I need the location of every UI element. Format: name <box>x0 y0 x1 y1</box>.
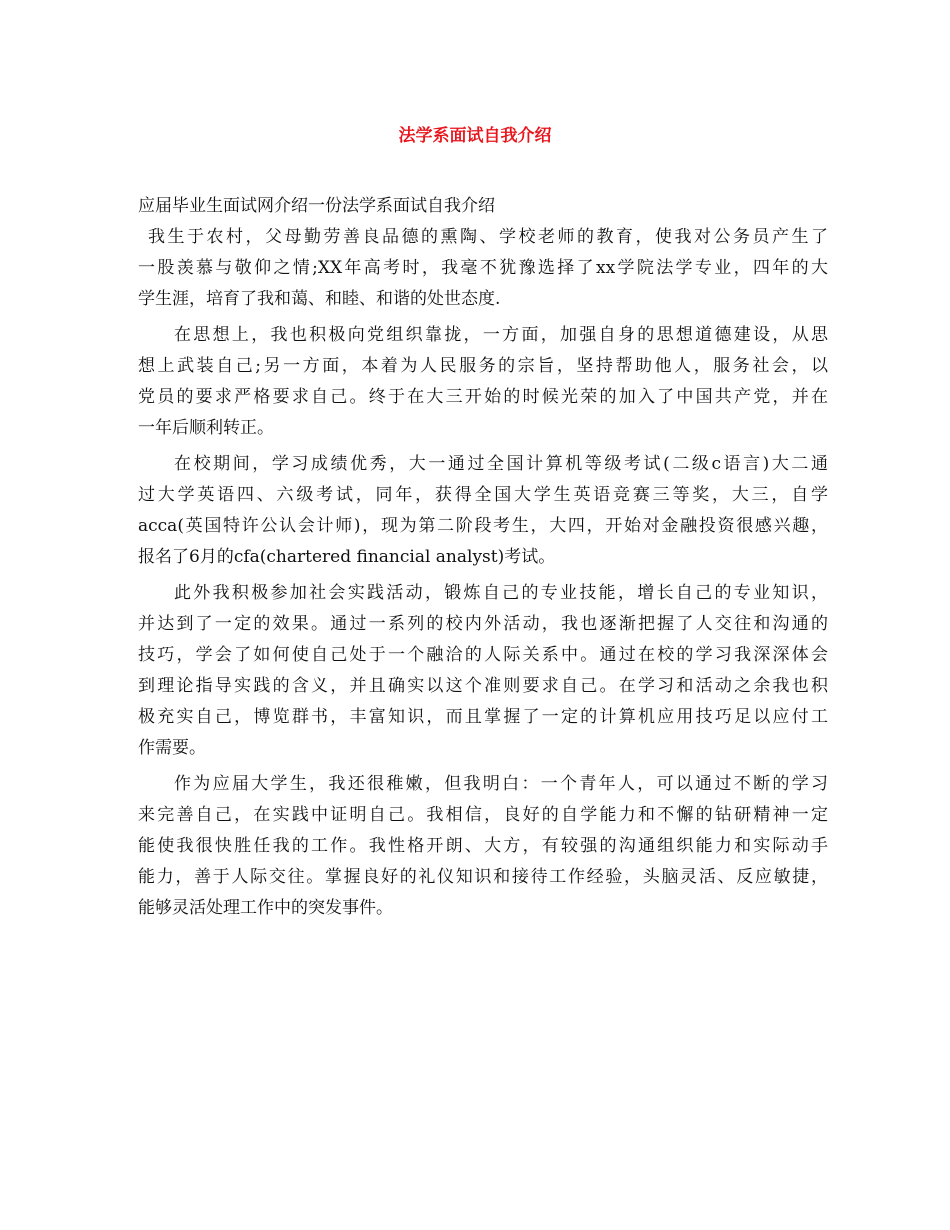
text-line: 应届毕业生面试网介绍一份法学系面试自我介绍 <box>138 196 495 216</box>
text-line: 在校期间，学习成绩优秀，大一通过全国计算机等级考试(二级c语言)大二通 <box>174 454 828 474</box>
text-line: 过大学英语四、六级考试，同年，获得全国大学生英语竞赛三等奖，大三，自学 <box>138 485 828 505</box>
text-line: 并达到了一定的效果。通过一系列的校内外活动，我也逐渐把握了人交往和沟通的 <box>138 614 828 634</box>
text-line: 极充实自己，博览群书，丰富知识，而且掌握了一定的计算机应用技巧足以应付工 <box>138 707 828 727</box>
text-line: 能够灵活处理工作中的突发事件。 <box>138 898 393 918</box>
text-line: acca(英国特许公认会计师)，现为第二阶段考生，大四，开始对金融投资很感兴趣， <box>138 516 828 536</box>
text-line: 作需要。 <box>138 738 206 758</box>
paragraph-practice <box>138 578 828 764</box>
text-line: 能力，善于人际交往。掌握良好的礼仪知识和接待工作经验，头脑灵活、反应敏捷， <box>138 867 828 887</box>
text-line: 作为应届大学生，我还很稚嫩，但我明白：一个青年人，可以通过不断的学习 <box>174 774 828 794</box>
text-line: 能使我很快胜任我的工作。我性格开朗、大方，有较强的沟通组织能力和实际动手 <box>138 836 828 856</box>
paragraph-ideology <box>138 320 828 444</box>
text-line: 此外我积极参加社会实践活动，锻炼自己的专业技能，增长自己的专业知识， <box>174 583 828 603</box>
text-line: 一年后顺利转正。 <box>138 418 274 438</box>
text-line: 技巧，学会了如何使自己处于一个融洽的人际关系中。通过在校的学习我深深体会 <box>138 645 828 665</box>
document-body <box>138 191 828 924</box>
text-line: 到理论指导实践的含义，并且确实以这个准则要求自己。在学习和活动之余我也积 <box>138 676 828 696</box>
text-line: 想上武装自己;另一方面，本着为人民服务的宗旨，坚持帮助他人，服务社会，以 <box>138 356 828 376</box>
text-line: 我生于农村，父母勤劳善良品德的熏陶、学校老师的教育，使我对公务员产生了 <box>148 227 828 247</box>
text-line: 来完善自己，在实践中证明自己。我相信，良好的自学能力和不懈的钻研精神一定 <box>138 805 828 825</box>
paragraph-study <box>138 449 828 573</box>
text-line: 党员的要求严格要求自己。终于在大三开始的时候光荣的加入了中国共产党，并在 <box>138 387 828 407</box>
paragraph-origin <box>138 222 828 315</box>
text-line: 报名了6月的cfa(chartered financial analyst)考试。 <box>138 547 556 567</box>
intro-paragraph <box>138 191 828 222</box>
paragraph-self-assessment <box>138 769 828 924</box>
text-line: 学生涯，培育了我和蔼、和睦、和谐的处世态度. <box>138 289 501 309</box>
text-line: 一股羡慕与敬仰之情;XX年高考时，我毫不犹豫选择了xx学院法学专业，四年的大 <box>138 258 828 278</box>
text-line: 在思想上，我也积极向党组织靠拢，一方面，加强自身的思想道德建设，从思 <box>174 325 828 345</box>
document-title: 法学系面试自我介绍 <box>398 126 552 146</box>
